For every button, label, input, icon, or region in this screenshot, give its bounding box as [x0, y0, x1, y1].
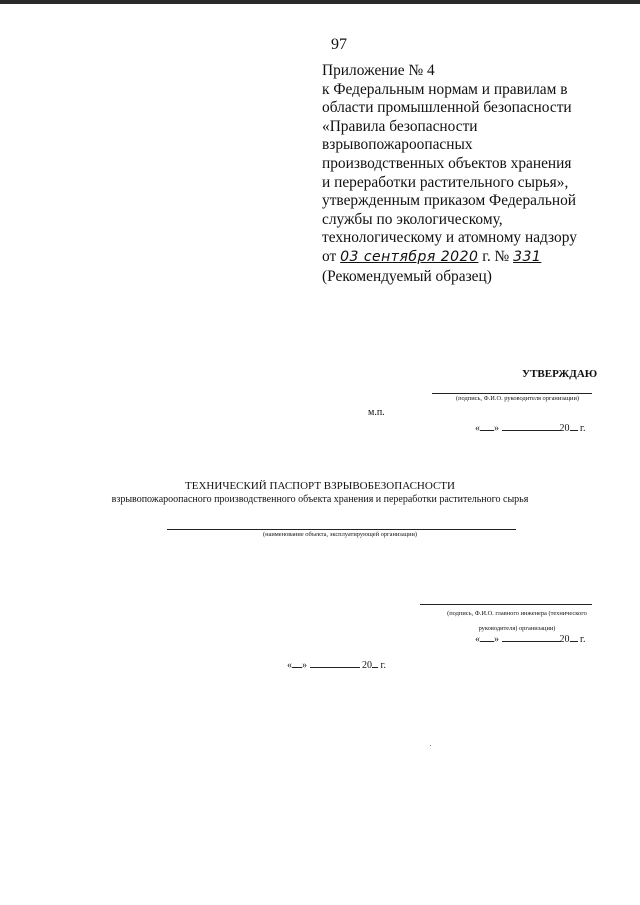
date-day-blank — [480, 420, 494, 431]
bottom-date — [287, 657, 386, 671]
appendix-line: Приложение № 4 — [322, 62, 435, 79]
approval-heading: УТВЕРЖДАЮ — [522, 368, 598, 380]
date-year-suffix: г. — [580, 634, 586, 645]
recommended-sample-label: (Рекомендуемый образец) — [322, 268, 492, 285]
date-year-prefix: 20 — [559, 634, 570, 645]
date-close-quote: » — [494, 634, 499, 645]
chief-engineer-caption-line: руководителя) организации) — [478, 625, 556, 632]
chief-engineer-date — [475, 631, 585, 645]
approval-date — [475, 420, 585, 434]
date-month-blank — [310, 657, 360, 668]
appendix-line: технологическому и атомному надзору — [322, 229, 577, 247]
order-from-label: от — [322, 247, 337, 265]
date-month-blank — [502, 420, 560, 431]
date-day-blank — [292, 657, 302, 668]
date-year-suffix: г. — [380, 660, 386, 671]
appendix-line: службы по экологическому, — [322, 210, 503, 228]
date-year-prefix: 20 — [362, 660, 372, 671]
date-open-quote: « — [475, 634, 480, 645]
date-open-quote: « — [475, 423, 480, 434]
stamp-label: м.п. — [368, 407, 385, 418]
page-number: 97 — [331, 36, 347, 53]
signature-caption: (подпись, Ф.И.О. руководителя организации) — [456, 395, 579, 402]
order-date-line — [322, 248, 577, 267]
date-year-blank — [570, 420, 578, 431]
scan-speck — [430, 745, 431, 746]
appendix-line: производственных объектов хранения — [322, 154, 572, 172]
appendix-header — [322, 62, 577, 267]
date-open-quote: « — [287, 660, 292, 671]
signature-line — [432, 393, 592, 394]
appendix-line: утвержденным приказом Федеральной — [322, 192, 577, 210]
appendix-line: и переработки растительного сырья», — [322, 173, 569, 191]
date-year-prefix: 20 — [559, 423, 570, 434]
appendix-line: области промышленной безопасности — [322, 99, 572, 117]
date-close-quote: » — [302, 660, 307, 671]
date-day-blank — [480, 631, 494, 642]
object-name-line — [167, 529, 516, 530]
appendix-line: «Правила безопасности — [322, 117, 478, 135]
date-month-blank — [502, 631, 560, 642]
chief-engineer-signature-line — [420, 604, 592, 605]
order-number-label: г. № — [482, 247, 510, 265]
date-year-blank — [570, 631, 578, 642]
handwritten-date: 03 сентября 2020 — [340, 248, 479, 265]
chief-engineer-caption-line: (подпись, Ф.И.О. главного инженера (технического — [447, 610, 587, 617]
date-close-quote: » — [494, 423, 499, 434]
top-border — [0, 0, 640, 4]
object-name-caption: (наименование объекта, эксплуатирующей организации) — [262, 531, 418, 538]
document-subtitle: взрывопожароопасного производственного объекта хранения и переработки растительного сырья — [111, 494, 529, 505]
date-year-suffix: г. — [580, 423, 586, 434]
document-title: ТЕХНИЧЕСКИЙ ПАСПОРТ ВЗРЫВОБЕЗОПАСНОСТИ — [185, 480, 455, 492]
handwritten-number: 331 — [513, 248, 542, 265]
appendix-line: к Федеральным нормам и правилам в — [322, 80, 568, 98]
date-year-blank — [372, 657, 378, 668]
appendix-line: взрывопожароопасных — [322, 136, 473, 154]
